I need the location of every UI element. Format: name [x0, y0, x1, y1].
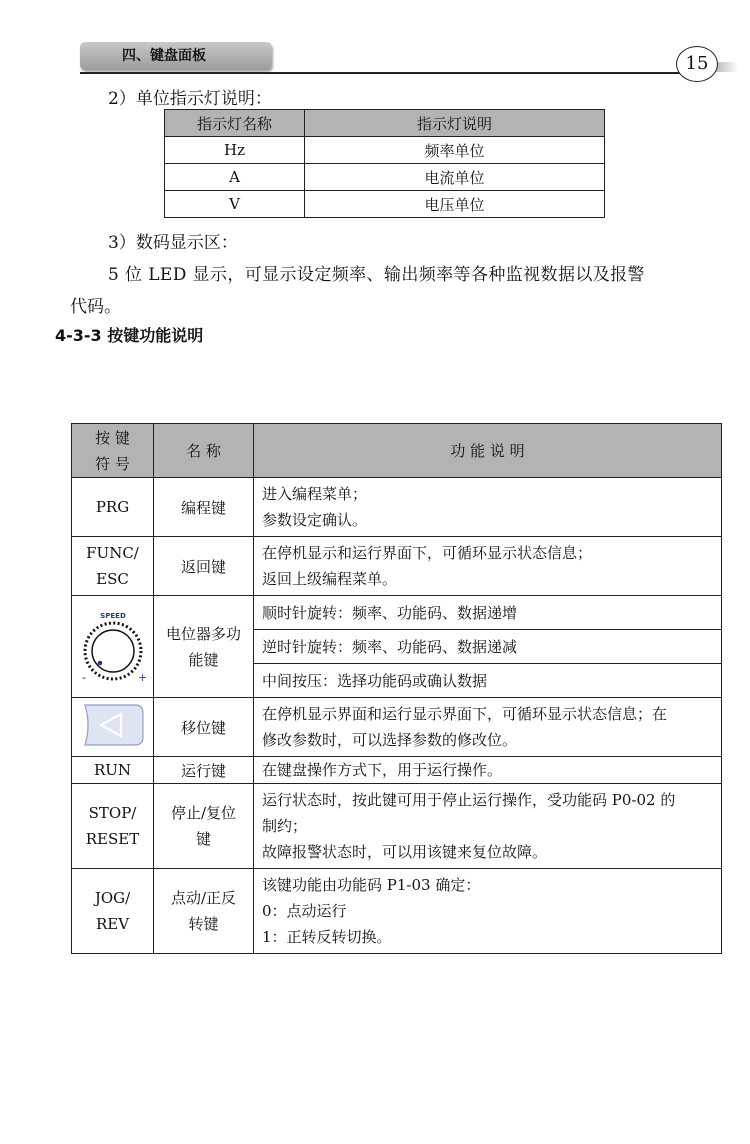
key-function: 在键盘操作方式下，用于运行操作。	[254, 757, 722, 784]
knob-speed-label: SPEED	[99, 611, 126, 620]
key-function	[254, 537, 722, 596]
key-name-line: 停止/复位	[170, 804, 237, 822]
table-row	[72, 784, 722, 869]
table-row	[165, 164, 605, 191]
key-name: 返回键	[154, 537, 254, 596]
key-name: 编程键	[154, 478, 254, 537]
key-function	[254, 698, 722, 757]
page-number: 15	[676, 46, 718, 82]
indicator-name: V	[165, 191, 305, 218]
key-function-line: 0：点动运行	[262, 902, 347, 920]
key-name-line: 键	[195, 830, 211, 848]
knob-plus-label: +	[137, 670, 147, 683]
indicator-table	[164, 109, 605, 218]
key-name	[154, 596, 254, 698]
key-col-symbol-line2: 符 号	[95, 454, 130, 473]
key-name: 运行键	[154, 757, 254, 784]
key-name-line: 电位器多功	[165, 624, 241, 643]
header-rule	[80, 72, 680, 74]
knob-minus-label: -	[81, 670, 86, 683]
key-name-line: 能键	[188, 650, 219, 669]
key-symbol-line: FUNC/	[86, 544, 139, 562]
key-table-header	[72, 424, 722, 478]
key-function-line: 1：正转反转切换。	[262, 928, 392, 946]
shift-key-icon	[79, 701, 147, 749]
key-function-line: 在停机显示和运行界面下，可循环显示状态信息；	[262, 544, 593, 562]
table-row	[72, 596, 722, 630]
section-title: 4-3-3 按键功能说明	[55, 326, 204, 345]
key-function: 逆时针旋转：频率、功能码、数据递减	[254, 630, 722, 664]
key-function: 顺时针旋转：频率、功能码、数据递增	[254, 596, 722, 630]
table-row	[165, 191, 605, 218]
indicator-name: Hz	[165, 137, 305, 164]
table-row	[72, 478, 722, 537]
key-name	[154, 869, 254, 954]
table-row	[165, 137, 605, 164]
table-row	[72, 757, 722, 784]
key-name: 移位键	[154, 698, 254, 757]
key-symbol-jog-rev	[72, 869, 154, 954]
key-name	[154, 784, 254, 869]
key-function-line: 参数设定确认。	[262, 511, 368, 529]
indicator-heading: 2）单位指示灯说明：	[108, 89, 272, 109]
indicator-desc: 电压单位	[305, 191, 605, 218]
display-paragraph-line1: 5 位 LED 显示，可显示设定频率、输出频率等各种监视数据以及报警	[108, 265, 645, 285]
key-col-symbol	[72, 424, 154, 478]
indicator-col-name: 指示灯名称	[165, 110, 305, 137]
key-function-line: 修改参数时，可以选择参数的修改位。	[262, 731, 518, 749]
key-function-table	[71, 423, 722, 954]
key-symbol-prg: PRG	[72, 478, 154, 537]
display-heading: 3）数码显示区：	[108, 233, 238, 253]
key-symbol-knob	[72, 596, 154, 698]
key-symbol-line: ESC	[96, 570, 129, 588]
page-number-tail	[716, 62, 738, 72]
indicator-col-desc: 指示灯说明	[305, 110, 605, 137]
key-symbol-stop-reset	[72, 784, 154, 869]
speed-knob-icon	[78, 607, 148, 683]
key-function	[254, 784, 722, 869]
key-function-line: 在停机显示界面和运行显示界面下，可循环显示状态信息；在	[262, 705, 668, 723]
key-symbol-line: STOP/	[88, 804, 137, 822]
key-name-line: 转键	[188, 915, 219, 933]
indicator-desc: 频率单位	[305, 137, 605, 164]
key-name-line: 点动/正反	[170, 889, 237, 907]
key-col-symbol-line1: 按 键	[95, 428, 130, 447]
key-function-line: 制约；	[262, 817, 308, 835]
section-header-tab: 四、键盘面板	[80, 42, 272, 70]
key-function-line: 故障报警状态时，可以用该键来复位故障。	[262, 843, 548, 861]
indicator-name: A	[165, 164, 305, 191]
key-col-name: 名 称	[154, 424, 254, 478]
table-row	[72, 869, 722, 954]
key-symbol-shift	[72, 698, 154, 757]
key-function	[254, 869, 722, 954]
key-function-line: 该键功能由功能码 P1-03 确定：	[262, 876, 481, 894]
key-symbol-run: RUN	[72, 757, 154, 784]
key-function-line: 运行状态时，按此键可用于停止运行操作，受功能码 P0-02 的	[262, 791, 676, 809]
indicator-desc: 电流单位	[305, 164, 605, 191]
key-symbol-line: REV	[95, 915, 130, 933]
indicator-table-header	[165, 110, 605, 137]
display-paragraph-line2: 代码。	[70, 297, 121, 317]
key-function-line: 返回上级编程菜单。	[262, 570, 398, 588]
key-symbol-func-esc	[72, 537, 154, 596]
key-symbol-line: RESET	[85, 830, 140, 848]
table-row	[72, 698, 722, 757]
key-symbol-line: JOG/	[94, 889, 131, 907]
table-row	[72, 537, 722, 596]
key-function: 中间按压：选择功能码或确认数据	[254, 664, 722, 698]
key-function-line: 进入编程菜单；	[262, 485, 368, 503]
key-col-function: 功 能 说 明	[254, 424, 722, 478]
key-function	[254, 478, 722, 537]
